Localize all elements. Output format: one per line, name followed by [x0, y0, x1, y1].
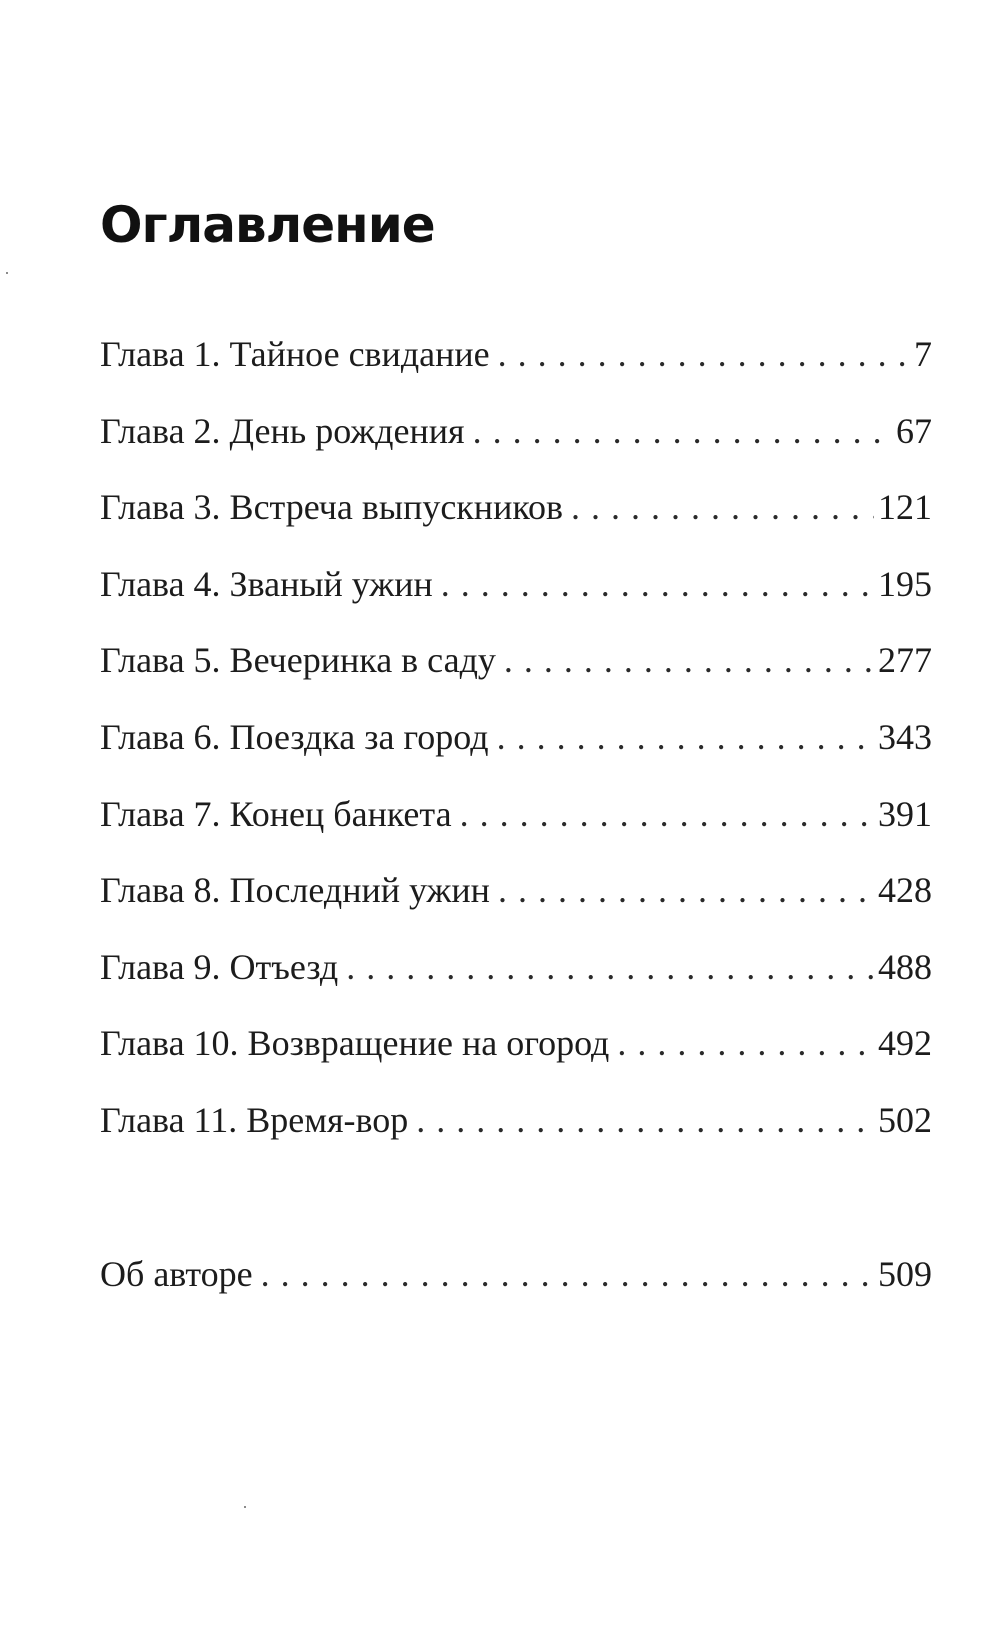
- toc-entry-chapter-11[interactable]: [100, 1099, 932, 1176]
- page-title: Оглавление: [100, 196, 435, 254]
- toc-entry-chapter-5[interactable]: [100, 639, 932, 716]
- toc-entry-chapter-9[interactable]: [100, 946, 932, 1023]
- dot-leader: [261, 1253, 874, 1295]
- chapter-title: Глава 4. Званый ужин: [100, 563, 433, 604]
- dot-leader: [504, 639, 874, 681]
- toc-entry-chapter-4[interactable]: [100, 563, 932, 640]
- dot-leader: [346, 946, 874, 988]
- toc-entry-chapter-1[interactable]: [100, 333, 932, 410]
- page-number: 391: [878, 793, 932, 834]
- table-of-contents: [100, 333, 932, 1176]
- toc-entry-chapter-6[interactable]: [100, 716, 932, 793]
- page-number: 195: [878, 563, 932, 604]
- dot-leader: [460, 793, 874, 835]
- chapter-title: Глава 9. Отъезд: [100, 946, 339, 987]
- page-number: 121: [878, 487, 932, 528]
- dot-leader: [473, 410, 892, 452]
- dot-leader: [498, 869, 874, 911]
- page-number: 502: [878, 1099, 932, 1140]
- toc-entry-chapter-7[interactable]: [100, 793, 932, 870]
- page-number: 343: [878, 716, 932, 757]
- page-number: 488: [878, 946, 932, 987]
- chapter-title: Глава 10. Возвращение на огород: [100, 1023, 610, 1064]
- dot-leader: [416, 1099, 874, 1141]
- chapter-title: Глава 2. День рождения: [100, 410, 465, 451]
- chapter-title: Глава 7. Конец банкета: [100, 793, 452, 834]
- toc-appendix: [100, 1253, 932, 1330]
- dot-leader: [441, 563, 874, 605]
- dot-leader: [617, 1022, 874, 1064]
- chapter-title: Глава 11. Время-вор: [100, 1099, 409, 1140]
- dot-leader: [497, 716, 874, 758]
- toc-entry-chapter-3[interactable]: [100, 486, 932, 563]
- chapter-title: Глава 6. Поездка за город: [100, 716, 489, 757]
- chapter-title: Глава 5. Вечеринка в саду: [100, 640, 496, 681]
- chapter-title: Глава 3. Встреча выпускников: [100, 487, 563, 528]
- dot-leader: [571, 486, 874, 528]
- page-number: 7: [914, 334, 932, 374]
- chapter-title: Глава 1. Тайное свидание: [100, 334, 490, 374]
- scan-speck: [6, 272, 8, 274]
- page-number: 277: [878, 640, 932, 681]
- chapter-title: Глава 8. Последний ужин: [100, 870, 490, 911]
- section-title: Об авторе: [100, 1254, 253, 1294]
- toc-entry-about-author[interactable]: [100, 1253, 932, 1330]
- page-number: 428: [878, 870, 932, 911]
- page-number: 509: [878, 1254, 932, 1294]
- toc-entry-chapter-10[interactable]: [100, 1022, 932, 1099]
- dot-leader: [498, 333, 910, 375]
- toc-entry-chapter-2[interactable]: [100, 410, 932, 487]
- page-number: 67: [896, 410, 932, 451]
- scan-speck: [244, 1506, 246, 1508]
- toc-entry-chapter-8[interactable]: [100, 869, 932, 946]
- page-number: 492: [878, 1023, 932, 1064]
